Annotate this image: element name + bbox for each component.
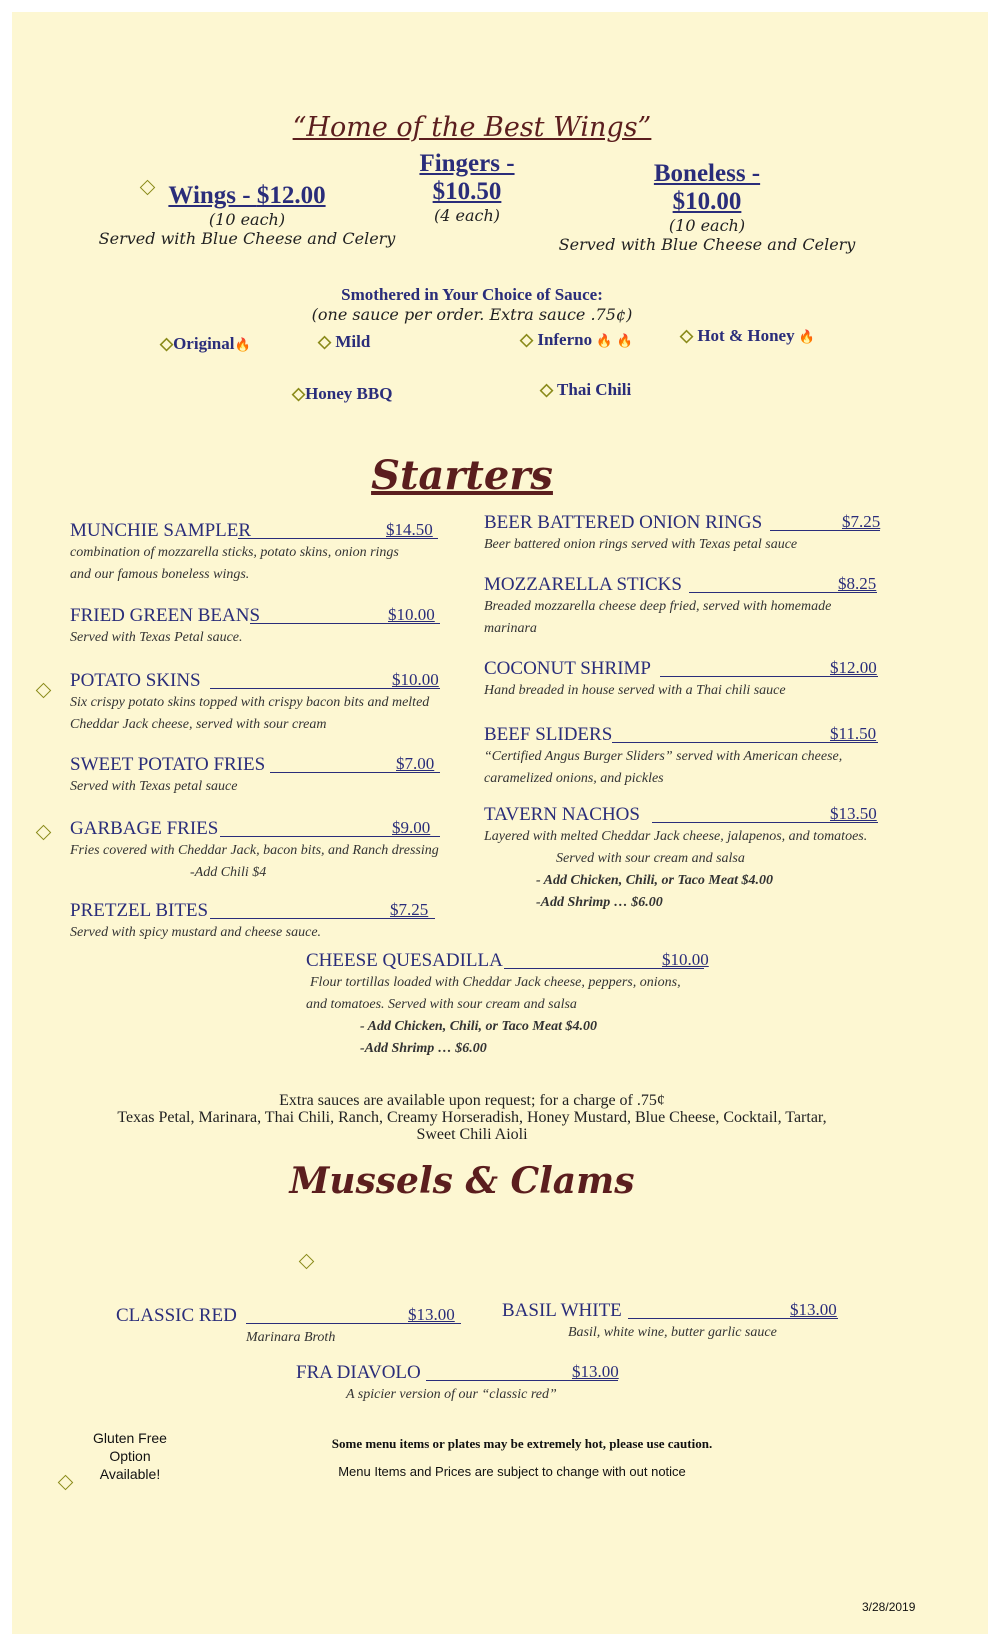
fingers-block	[392, 150, 542, 225]
sauce-inferno: ◇ Inferno 🔥 🔥	[520, 330, 633, 349]
gluten-free-diamond-icon	[36, 683, 52, 699]
starter-munchie-sampler: MUNCHIE SAMPLER $14.50 combination of mozzarella sticks, potato skins, onion rings and our famous boneless wings.	[70, 520, 450, 586]
item-price: $13.00	[572, 1362, 619, 1381]
fingers-price: $10.50	[432, 178, 502, 205]
mussels-heading: Mussels & Clams	[289, 1160, 635, 1202]
starters-heading: Starters	[371, 452, 553, 499]
mussels-classic-red: CLASSIC RED $13.00 Marinara Broth	[116, 1305, 466, 1349]
boneless-served: Served with Blue Cheese and Celery	[558, 235, 856, 254]
boneless-title: Boneless -	[653, 160, 761, 187]
tagline-text: “Home of the Best Wings”	[292, 112, 652, 143]
caution-note: Some menu items or plates may be extremely hot, please use caution.	[331, 1436, 713, 1451]
item-price: $13.00	[408, 1305, 455, 1324]
item-price: $7.25	[390, 900, 429, 919]
sauce-note: (one sauce per order. Extra sauce .75¢)	[311, 305, 633, 324]
item-price: $9.00	[392, 818, 431, 837]
starter-mozzarella-sticks: MOZZARELLA STICKS $8.25 Breaded mozzarella cheese deep fried, served with homemade marinara	[484, 574, 877, 636]
gluten-free-note: Gluten Free Option Available!	[93, 1430, 167, 1482]
boneless-block	[557, 160, 857, 254]
wings-block	[92, 182, 402, 248]
item-price: $7.00	[396, 754, 435, 773]
starter-fried-green-beans: FRIED GREEN BEANS $10.00 Served with Texas Petal sauce.	[70, 605, 450, 649]
extra-sauces-note: Extra sauces are available upon request; for a charge of .75¢ Texas Petal, Marinara, Thai Chili, Ranch, Creamy Horseradish, Honey Mustard, Blue Cheese, Cocktail, Tartar, Sweet Chili Aioli	[117, 1092, 827, 1143]
starter-beef-sliders: BEEF SLIDERS $11.50 “Certified Angus Burger Sliders” served with American cheese, caramelized onions, and pickles	[484, 724, 877, 786]
sauce-original: ◇Original🔥	[160, 334, 251, 353]
boneless-count: (10 each)	[668, 216, 746, 235]
item-price: $11.50	[830, 724, 877, 743]
starter-cheese-quesadilla: CHEESE QUESADILLA $10.00 Flour tortillas loaded with Cheddar Jack cheese, peppers, onions, and tomatoes. Served with sour cream and salsa - Add Chicken, Chili, or Taco Meat $4.00 -Add Shrimp … $6.00	[306, 950, 709, 1056]
starter-pretzel-bites: PRETZEL BITES $7.25 Served with spicy mustard and cheese sauce.	[70, 900, 450, 944]
flame-icon: 🔥	[596, 333, 613, 348]
starter-coconut-shrimp: COCONUT SHRIMP $12.00 Hand breaded in house served with a Thai chili sauce	[484, 658, 877, 698]
gluten-free-diamond-icon	[36, 825, 52, 841]
item-price: $13.00	[790, 1300, 837, 1319]
price-change-notice: Menu Items and Prices are subject to change with out notice	[338, 1464, 686, 1479]
item-price: $12.00	[830, 658, 877, 677]
sauce-hot-honey: ◇ Hot & Honey 🔥	[680, 326, 816, 345]
starter-potato-skins: POTATO SKINS $10.00 Six crispy potato skins topped with crispy bacon bits and melted Cheddar Jack cheese, served with sour cream	[70, 670, 439, 732]
gluten-free-diamond-icon	[299, 1254, 315, 1270]
flame-icon: 🔥	[234, 337, 251, 352]
mussels-fra-diavolo: FRA DIAVOLO $13.00 A spicier version of our “classic red”	[296, 1362, 619, 1402]
mussels-basil-white: BASIL WHITE $13.00 Basil, white wine, butter garlic sauce	[502, 1300, 837, 1340]
sauce-honey-bbq: ◇Honey BBQ	[292, 384, 393, 403]
wings-count: (10 each)	[208, 210, 286, 229]
wings-title: Wings -	[168, 182, 257, 209]
flame-icon: 🔥	[616, 333, 633, 348]
starter-onion-rings: BEER BATTERED ONION RINGS $7.25 Beer battered onion rings served with Texas petal sauce	[484, 512, 881, 552]
flame-icon: 🔥	[798, 329, 816, 344]
sauce-thai-chili: ◇ Thai Chili	[540, 380, 632, 399]
item-price: $8.25	[838, 574, 877, 593]
fingers-title: Fingers -	[419, 150, 515, 177]
wings-served: Served with Blue Cheese and Celery	[98, 229, 396, 248]
item-price: $13.50	[830, 804, 877, 823]
menu-tagline	[12, 112, 932, 143]
sauce-mild: ◇ Mild	[318, 332, 371, 351]
menu-date: 3/28/2019	[862, 1600, 916, 1614]
item-price: $14.50	[386, 520, 433, 539]
starter-sweet-potato-fries: SWEET POTATO FRIES $7.00 Served with Texas petal sauce	[70, 754, 450, 798]
item-price: $10.00	[392, 670, 439, 689]
item-price: $10.00	[662, 950, 709, 969]
sauce-heading: Smothered in Your Choice of Sauce:	[341, 285, 603, 304]
fingers-count: (4 each)	[433, 206, 501, 225]
starter-tavern-nachos: TAVERN NACHOS $13.50 Layered with melted Cheddar Jack cheese, jalapenos, and tomatoes. Served with sour cream and salsa - Add Chicken, Chili, or Taco Meat $4.00 -Add Shrimp … $6.00	[484, 804, 877, 910]
starter-garbage-fries: GARBAGE FRIES $9.00 Fries covered with Cheddar Jack, bacon bits, and Ranch dressing -Add Chili $4	[70, 818, 439, 880]
boneless-price: $10.00	[672, 188, 742, 215]
item-price: $10.00	[388, 605, 435, 624]
wings-price: $12.00	[256, 182, 326, 209]
item-price: $7.25	[842, 512, 881, 531]
menu-page	[12, 12, 988, 1634]
